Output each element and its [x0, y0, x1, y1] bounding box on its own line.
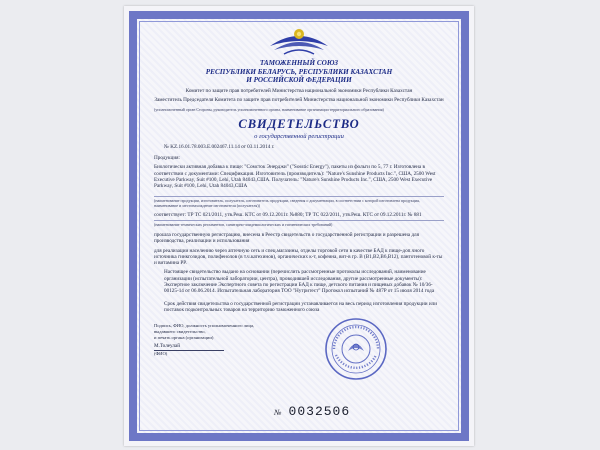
- product-caption: (наименование продукции, изготовитель, получатель, изготовитель продукции, сведения о документации, в соответствии с которой изготовлена продукция, наименование и местонахождение изготовителя (получателя)): [154, 197, 420, 208]
- registration-paragraph: прошла государственную регистрацию, внесена в Реестр свидетельств о государственной регистрации и разрешена для производства, реализации и использования: [154, 231, 420, 245]
- deputy-name: Заместитель Председателя Комитета по защите прав потребителей Министерства национальной экономики Республики Казахстан: [154, 96, 444, 103]
- product-label: Продукция:: [154, 155, 180, 162]
- product-description: Биологически активная добавка к пище: "Сомсток Энерджи" ("Sosstic Energy"), пакеты из фольги по 5, 77 г. Изготовлена в соответствии с документами: Спецификация. Изготовитель (производитель): "Nature's Sunshine Products Inc.", США, 2500 West Executive Parkway, Suit #100, Lehi, Utah 84043,США. Получатель: "Nature's Sunshine Products Inc.", США, 2500 West Executive Parkway, Suit #100, Lehi, Utah 84043,США: [154, 164, 436, 190]
- compliance-caption: (наименование технических регламентов, санитарно-эпидемиологических и гигиенических требований): [154, 221, 333, 227]
- union-heading: ТАМОЖЕННЫЙ СОЮЗ РЕСПУБЛИКИ БЕЛАРУСЬ, РЕСПУБЛИКИ КАЗАХСТАН И РОССИЙСКОЙ ФЕДЕРАЦИИ: [205, 59, 393, 85]
- compliance-text: соответствует: ТР ТС 021/2011, утв.Реш. КТС от 09.12.2011г. №880; ТР ТС 022/2011, утв.Реш. КТС от 09.12.2011г. № 881: [154, 211, 422, 218]
- usage-paragraph: для реализации населению через аптечную сеть и спец.магазины, отделы торговой сети в качестве БАД к пище-доп.чного источника гинкгозидов, полифенолов (в т.ч.катехинов), органических к-т, кофеина, вит-в гр. В (B1,B2,B6,B12), пантотеновой к-ты и витамина PP.: [154, 247, 443, 267]
- document-title: СВИДЕТЕЛЬСТВО: [238, 117, 360, 132]
- document-subtitle: о государственной регистрации: [254, 133, 344, 141]
- committee-name: Комитет по защите прав потребителей Министерства национальной экономики Республики Казахстан: [185, 87, 413, 94]
- validity-paragraph: Срок действия свидетельства о государственной регистрации устанавливается на весь период изготовления продукции или поставок подконтрольных товаров на территорию таможенного союза: [164, 300, 437, 313]
- official-seal-icon: [324, 317, 388, 381]
- signature-area: [154, 317, 444, 383]
- signature-block: Подпись, ФИО, должность уполномоченного лица, выдавшего свидетельство, и печать органа (организации) М.Толеулай (ФИО): [154, 323, 264, 357]
- authority-caption: (уполномоченный орган Стороны, руководитель уполномоченного органа, наименование организации территориального образования): [154, 107, 384, 113]
- certificate-content: [154, 22, 444, 383]
- signatory-role: (ФИО): [154, 351, 168, 357]
- basis-paragraph: Настоящее свидетельство выдано на основании (перечислить рассмотренные протоколы исследований, наименование организации (испытательной лаборатории, центра), проводившей исследования, другие рассмотренные документы): Экспертное заключение Экспертного совета по регистрации БАД к пище, детского питания и пищевых добавок № 10/36-00125-14 от 06.06.2014. Испытательная лаборатория ТОО "Нутритест" Протокол испытаний № 487P от 15 июля 2014 года: [164, 269, 435, 295]
- signatory-name: М.Толеулай: [154, 342, 181, 349]
- certificate-page: [124, 6, 474, 446]
- customs-union-emblem-icon: [264, 24, 334, 58]
- serial-number: № 0032506: [274, 404, 351, 419]
- registration-number: № KZ.16.01.78.003.E.002467.11.14 от 03.11.2014 г.: [164, 144, 275, 151]
